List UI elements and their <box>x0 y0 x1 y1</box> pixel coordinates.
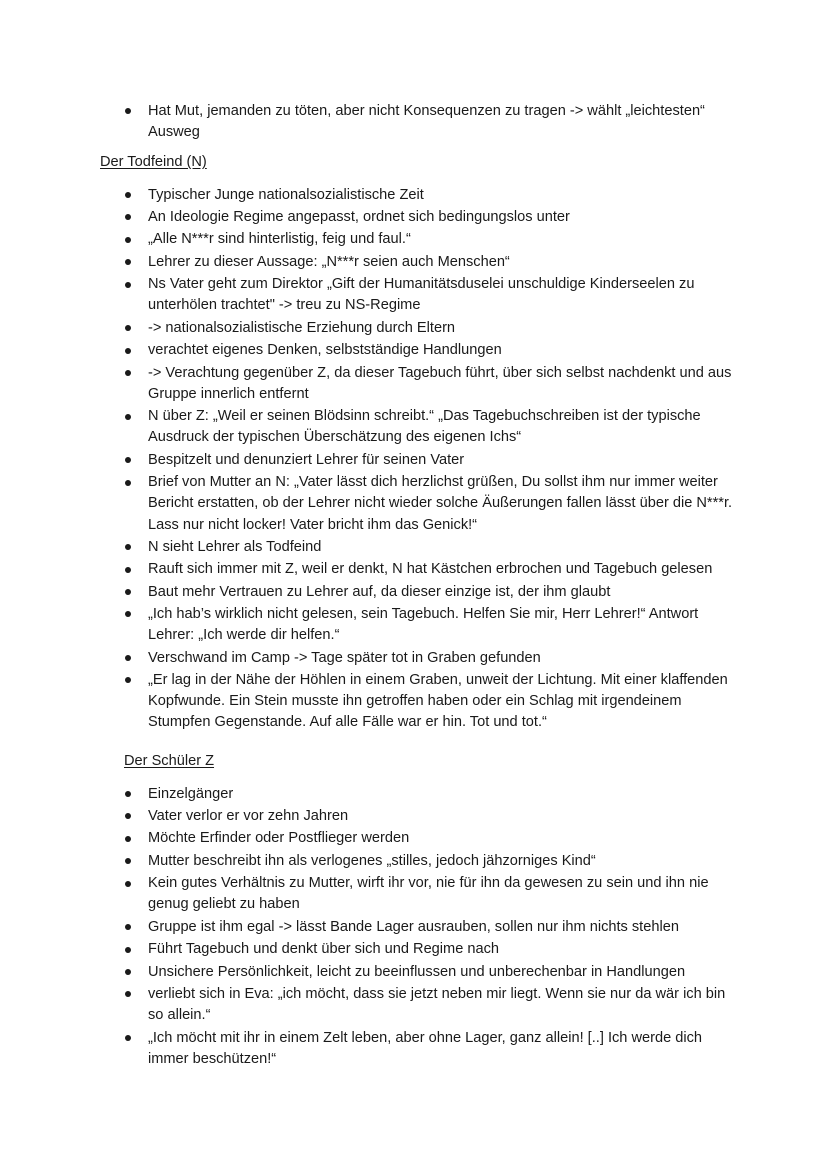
bullet-icon <box>125 370 131 376</box>
list-item: Typischer Junge nationalsozialistische Zeit <box>103 184 743 206</box>
list-item: Ns Vater geht zum Direktor „Gift der Humanitätsduselei unschuldige Kinderseelen zu unterhölen trachtet" -> treu zu NS-Regime <box>103 274 743 318</box>
list-item: verliebt sich in Eva: „ich möcht, dass sie jetzt neben mir liegt. Wenn sie nur da wär ich bin so allein.“ <box>103 983 743 1027</box>
intro-list <box>103 100 743 144</box>
list-item: Gruppe ist ihm egal -> lässt Bande Lager ausrauben, sollen nur ihm nichts stehlen <box>103 916 743 938</box>
list-item: -> nationalsozialistische Erziehung durch Eltern <box>103 317 743 339</box>
todfeind-list <box>103 184 743 734</box>
list-item: Kein gutes Verhältnis zu Mutter, wirft ihr vor, nie für ihn da gewesen zu sein und ihn nie genug geliebt zu haben <box>103 873 743 917</box>
list-item: Rauft sich immer mit Z, weil er denkt, N hat Kästchen erbrochen und Tagebuch gelesen <box>103 559 743 581</box>
bullet-icon <box>125 348 131 354</box>
bullet-icon <box>125 414 131 420</box>
list-item: „Alle N***r sind hinterlistig, feig und faul.“ <box>103 229 743 251</box>
list-item: An Ideologie Regime angepasst, ordnet sich bedingungslos unter <box>103 206 743 228</box>
bullet-icon <box>125 858 131 864</box>
bullet-icon <box>125 214 131 220</box>
bullet-icon <box>125 237 131 243</box>
bullet-icon <box>125 791 131 797</box>
list-item: Mutter beschreibt ihn als verlogenes „stilles, jedoch jähzorniges Kind“ <box>103 850 743 872</box>
list-item: Verschwand im Camp -> Tage später tot in Graben gefunden <box>103 647 743 669</box>
list-item: N über Z: „Weil er seinen Blödsinn schreibt.“ „Das Tagebuchschreiben ist der typische Ausdruck der typischen Überschätzung des eigenen Ichs“ <box>103 406 743 450</box>
bullet-icon <box>125 259 131 265</box>
bullet-icon <box>125 480 131 486</box>
bullet-icon <box>125 924 131 930</box>
list-item: Brief von Mutter an N: „Vater lässt dich herzlichst grüßen, Du sollst ihm nur immer weiter Bericht erstatten, ob der Lehrer nicht wieder solche Äußerungen fallen lässt über die N***r. Lass nur nicht locker! Vater bricht ihm das Genick!“ <box>103 472 743 537</box>
bullet-icon <box>125 282 131 288</box>
list-item: Vater verlor er vor zehn Jahren <box>103 805 743 827</box>
list-item: „Ich möcht mit ihr in einem Zelt leben, aber ohne Lager, ganz allein! [..] Ich werde dich immer beschützen!“ <box>103 1027 743 1071</box>
section-heading-todfeind: Der Todfeind (N) <box>100 154 207 170</box>
bullet-icon <box>125 991 131 997</box>
schueler-list <box>103 783 743 1071</box>
list-item: Möchte Erfinder oder Postflieger werden <box>103 828 743 850</box>
list-item: Führt Tagebuch und denkt über sich und Regime nach <box>103 939 743 961</box>
bullet-icon <box>125 881 131 887</box>
list-item: Lehrer zu dieser Aussage: „N***r seien auch Menschen“ <box>103 251 743 273</box>
bullet-icon <box>125 947 131 953</box>
section-heading-schueler: Der Schüler Z <box>124 753 215 769</box>
bullet-icon <box>125 589 131 595</box>
list-item: Baut mehr Vertrauen zu Lehrer auf, da dieser einzige ist, der ihm glaubt <box>103 581 743 603</box>
bullet-icon <box>125 325 131 331</box>
list-item: „Ich hab’s wirklich nicht gelesen, sein Tagebuch. Helfen Sie mir, Herr Lehrer!“ Antwort Lehrer: „Ich werde dir helfen.“ <box>103 603 743 647</box>
list-item: Bespitzelt und denunziert Lehrer für seinen Vater <box>103 449 743 471</box>
list-item: -> Verachtung gegenüber Z, da dieser Tagebuch führt, über sich selbst nachdenkt und aus Gruppe innerlich entfernt <box>103 362 743 406</box>
list-item: verachtet eigenes Denken, selbstständige Handlungen <box>103 340 743 362</box>
list-item: „Er lag in der Nähe der Höhlen in einem Graben, unweit der Lichtung. Mit einer klaffenden Kopfwunde. Ein Stein musste ihn getroffen haben oder ein Schlag mit irgendeinem Stumpfen Gegenstande. Auf alle Fälle war er hin. Tot und tot.“ <box>103 669 743 734</box>
bullet-icon <box>125 457 131 463</box>
bullet-icon <box>125 677 131 683</box>
list-item: N sieht Lehrer als Todfeind <box>103 536 743 558</box>
bullet-icon <box>125 813 131 819</box>
bullet-icon <box>125 1035 131 1041</box>
bullet-icon <box>125 836 131 842</box>
bullet-icon <box>125 567 131 573</box>
bullet-icon <box>125 611 131 617</box>
bullet-icon <box>125 544 131 550</box>
list-item: Hat Mut, jemanden zu töten, aber nicht Konsequenzen zu tragen -> wählt „leichtesten“ Ausweg <box>103 100 743 144</box>
bullet-icon <box>125 108 131 114</box>
bullet-icon <box>125 192 131 198</box>
bullet-icon <box>125 969 131 975</box>
bullet-icon <box>125 655 131 661</box>
list-item: Einzelgänger <box>103 783 743 805</box>
list-item: Unsichere Persönlichkeit, leicht zu beeinflussen und unberechenbar in Handlungen <box>103 961 743 983</box>
